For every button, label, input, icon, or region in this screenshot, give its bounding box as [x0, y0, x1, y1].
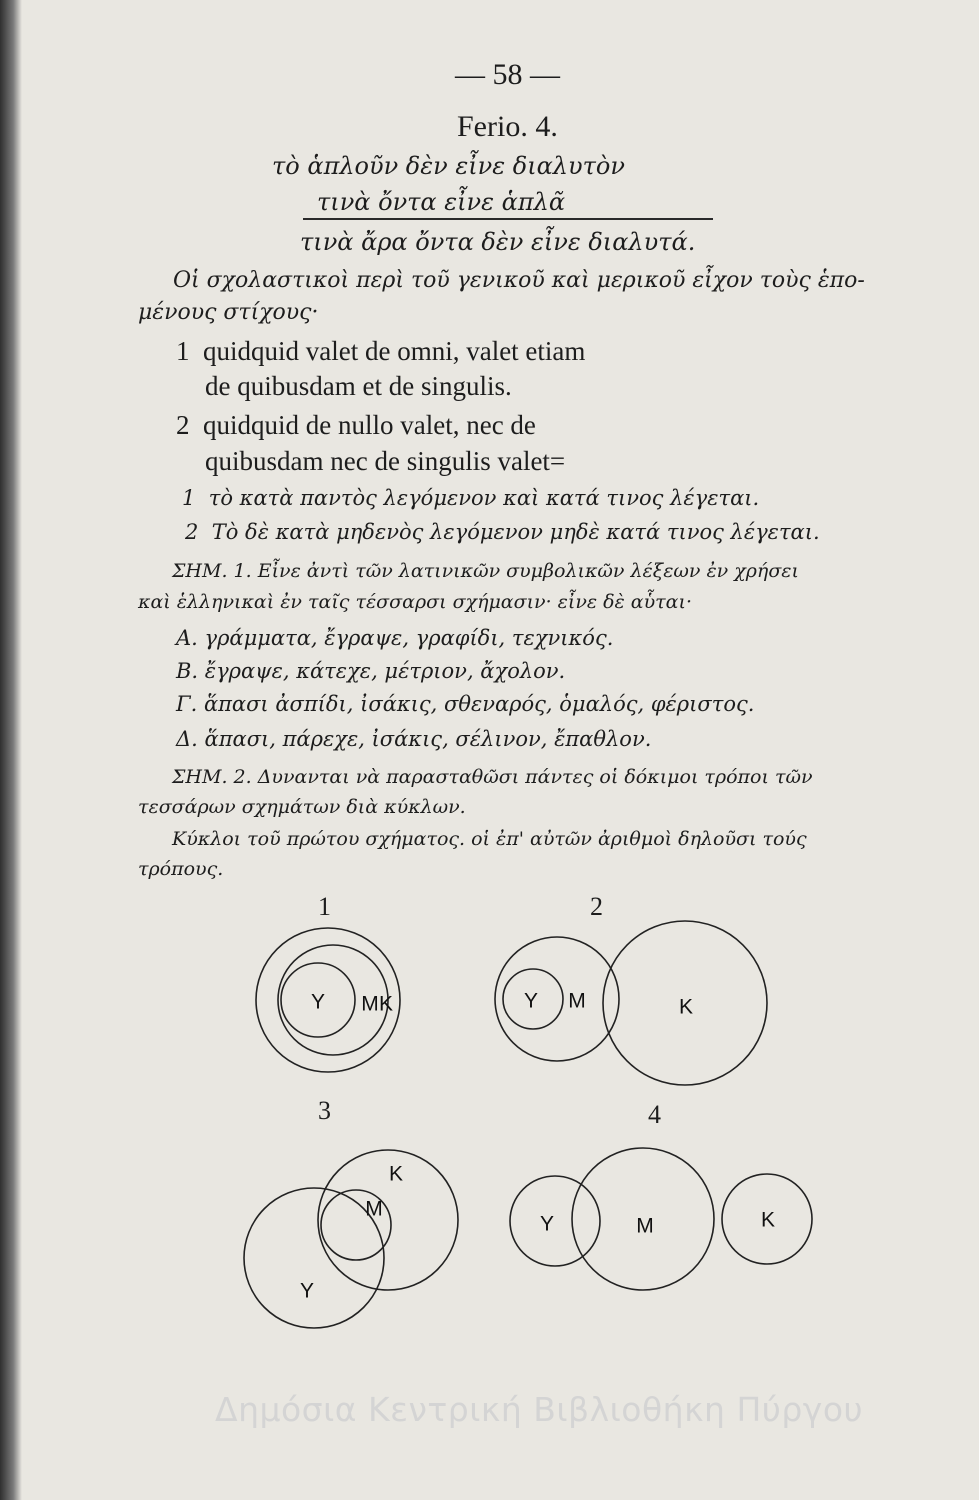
- greek-rule-1-number: 1: [182, 486, 196, 510]
- label-m: M: [636, 1214, 654, 1238]
- diagram-number-2: 2: [590, 892, 603, 921]
- conclusion: τινὰ ἄρα ὄντα δὲν εἶνε διαλυτά.: [300, 228, 696, 256]
- figure-list-d-text: ἅπασι, πάρεχε, ἰσάκις, σέλινον, ἔπαθλον.: [204, 727, 652, 751]
- label-y: Y: [523, 989, 539, 1013]
- label-m: M: [568, 989, 586, 1013]
- page-number: — 58 —: [455, 58, 560, 91]
- label-y: Y: [299, 1279, 315, 1303]
- greek-rule-2-number: 2: [185, 520, 199, 544]
- latin-rule-1-number: 1: [176, 336, 190, 366]
- figure-list-c-label: Γ.: [176, 692, 198, 716]
- note-2-line-2: τεσσάρων σχημάτων διὰ κύκλων.: [138, 796, 466, 818]
- greek-rule-1-text: τὸ κατὰ παντὸς λεγόμενον καὶ κατά τινος λέγεται.: [208, 486, 760, 510]
- note-1-line-2: καὶ ἑλληνικαὶ ἐν ταῖς τέσσαρσι σχήμασιν· εἶνε δὲ αὗται·: [138, 591, 692, 613]
- intro-line-2: μένους στίχους·: [138, 300, 319, 325]
- figure-list-a-label: Α.: [176, 626, 198, 650]
- figure-list-b-label: Β.: [176, 659, 199, 683]
- syllogism-heading: Ferio. 4.: [457, 110, 558, 143]
- note-2-line-1: ΣΗΜ. 2. Δυνανται νὰ παρασταθῶσι πάντες οἱ δόκιμοι τρόποι τῶν: [172, 766, 813, 788]
- latin-rule-1-text: quidquid valet de omni, valet etiam: [203, 336, 586, 366]
- diagram-4: [510, 1148, 812, 1290]
- label-m: M: [365, 1197, 383, 1221]
- label-y: Y: [539, 1212, 555, 1236]
- label-y: Y: [310, 990, 326, 1014]
- major-premise: τὸ ἁπλοῦν δὲν εἶνε διαλυτὸν: [272, 152, 625, 180]
- diagram-number-3: 3: [318, 1096, 331, 1125]
- diagram-2: [495, 921, 767, 1085]
- circle-y: [244, 1188, 384, 1328]
- minor-premise: τινὰ ὄντα εἶνε ἁπλᾶ: [317, 188, 566, 216]
- diagram-number-1: 1: [318, 892, 331, 921]
- latin-rule-2-text: quidquid de nullo valet, nec de: [203, 410, 536, 440]
- intro-line-1: Οἱ σχολαστικοὶ περὶ τοῦ γενικοῦ καὶ μερικοῦ εἶχον τοὺς ἑπο-: [173, 268, 865, 293]
- library-watermark: Δημόσια Κεντρική Βιβλιοθήκη Πύργου: [215, 1390, 864, 1429]
- figure-list-a-text: γράμματα, ἔγραψε, γραφίδι, τεχνικός.: [204, 626, 614, 650]
- latin-rule-2-line-2: quibusdam nec de singulis valet=: [205, 446, 566, 476]
- diagram-number-4: 4: [648, 1100, 661, 1129]
- latin-rule-2-number: 2: [176, 410, 190, 440]
- label-k: K: [678, 995, 694, 1019]
- note-1-line-1: ΣΗΜ. 1. Εἶνε ἀντὶ τῶν λατινικῶν συμβολικῶν λέξεων ἐν χρήσει: [172, 560, 799, 582]
- label-k: K: [378, 992, 394, 1016]
- figure-list-c-text: ἅπασι ἀσπίδι, ἰσάκις, σθεναρός, ὁμαλός, φέριστος.: [203, 692, 755, 716]
- figure-list-d-label: Δ.: [176, 727, 198, 751]
- label-m: M: [361, 992, 379, 1016]
- circles-caption-line-2: τρόπους.: [138, 858, 224, 880]
- diagram-3: [244, 1150, 458, 1328]
- diagram-1: [256, 928, 400, 1072]
- label-k: K: [760, 1208, 776, 1232]
- label-k: K: [388, 1162, 404, 1186]
- circle-m: [495, 937, 619, 1061]
- figure-list-b-text: ἔγραψε, κάτεχε, μέτριον, ἄχολον.: [204, 659, 566, 683]
- greek-rule-2-text: Τὸ δὲ κατὰ μηδενὸς λεγόμενον μηδὲ κατά τινος λέγεται.: [211, 520, 820, 544]
- circle-y: [510, 1176, 600, 1266]
- latin-rule-1-line-2: de quibusdam et de singulis.: [205, 371, 512, 401]
- circles-caption-line-1: Κύκλοι τοῦ πρώτου σχήματος. οἱ ἐπ' αὐτῶν ἀριθμοὶ δηλοῦσι τούς: [172, 828, 807, 850]
